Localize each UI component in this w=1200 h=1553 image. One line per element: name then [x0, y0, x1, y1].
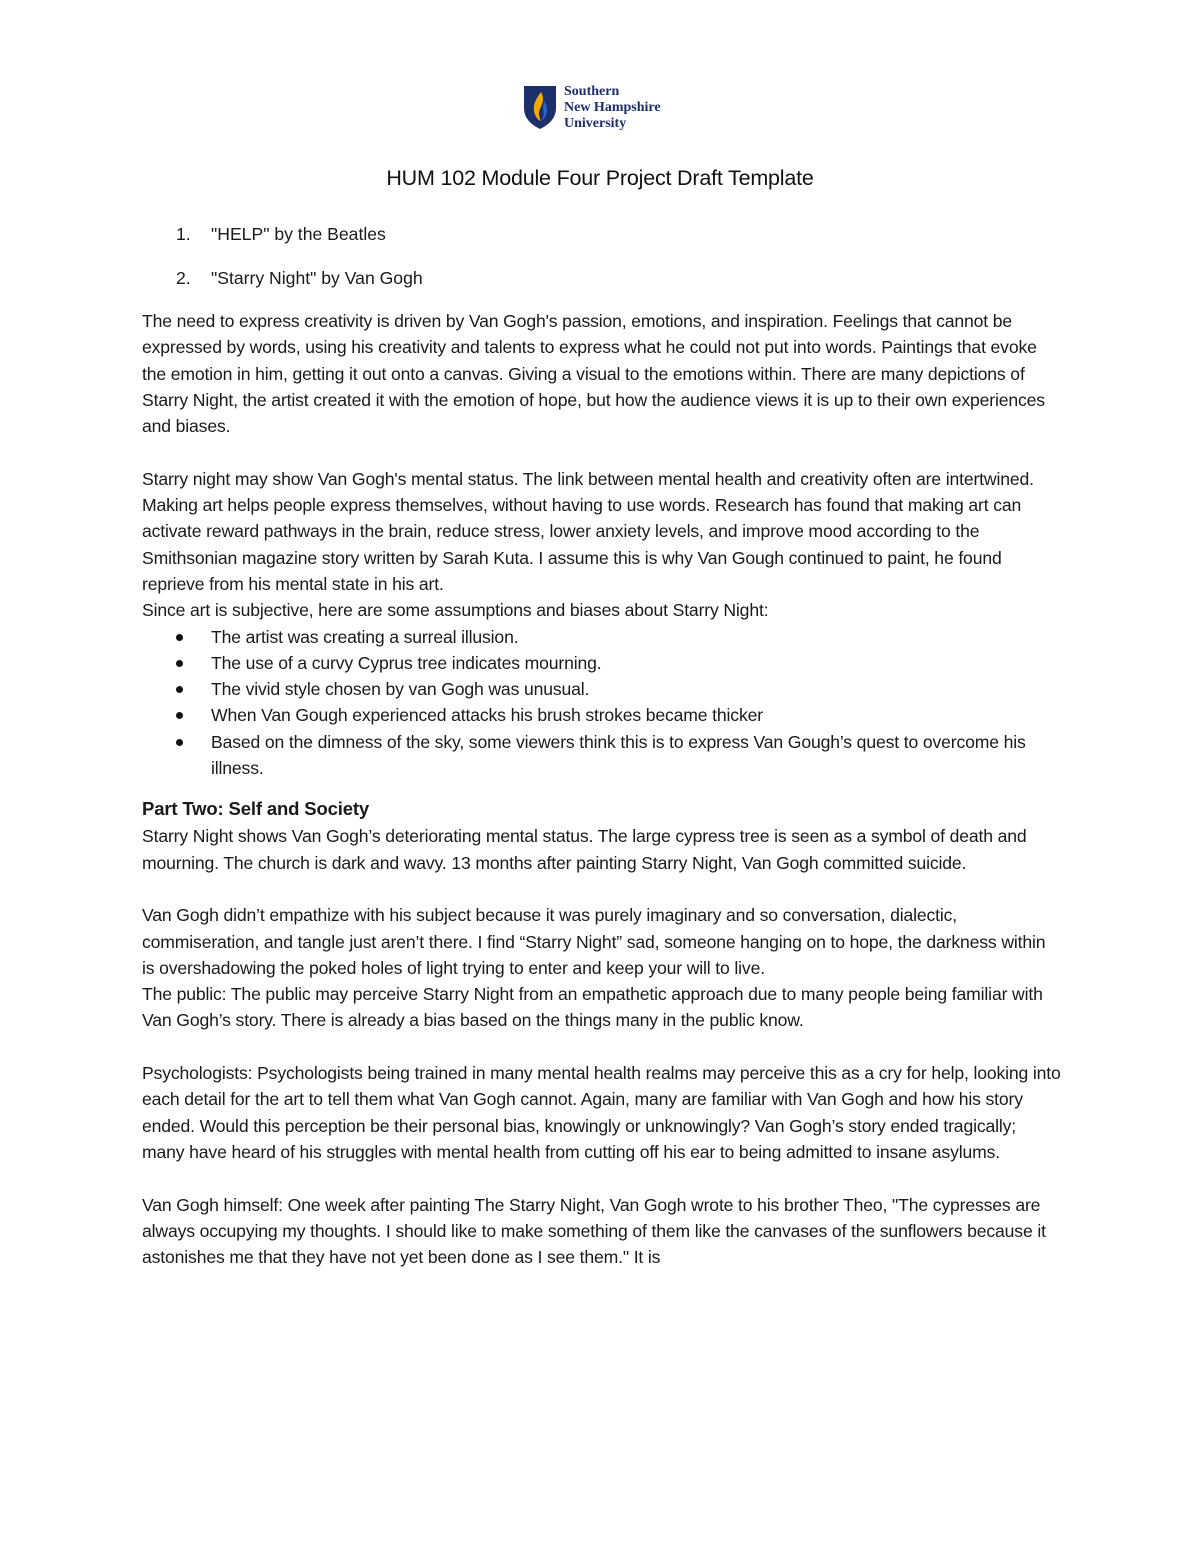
list-item-text: The use of a curvy Cyprus tree indicates mourning. — [211, 652, 602, 673]
assumptions-list — [142, 624, 1062, 782]
list-item-text: The vivid style chosen by van Gogh was unusual. — [211, 679, 590, 700]
bullet-icon — [176, 660, 183, 667]
shield-flame-icon — [522, 84, 558, 130]
list-item — [176, 221, 423, 265]
logo-line-2: New Hampshire — [564, 100, 661, 115]
document-title: HUM 102 Module Four Project Draft Template — [386, 166, 814, 190]
list-item-text: When Van Gough experienced attacks his brush strokes became thicker — [211, 705, 763, 726]
paragraph-van-gogh-himself: Van Gogh himself: One week after painting The Starry Night, Van Gogh wrote to his brother Theo, "The cypresses are always occupying my thoughts. I should like to make something of them like the canvases of the sunflowers because it astonishes me that they have not yet been done as I see them." It is — [142, 1194, 1046, 1268]
bullet-icon — [176, 739, 183, 746]
list-number: 1. — [176, 224, 191, 244]
paragraph-psychologists: Psychologists: Psychologists being trained in many mental health realms may perceive this as a cry for help, looking into each detail for the art to tell them what Van Gogh cannot. Again, many are familiar with Van Gogh and how his story ended. Would this perception be their personal bias, knowingly or unknowingly? Van Gogh’s story ended tragically; many have heard of his struggles with mental health from cutting off his ear to being admitted to insane asylums. — [142, 1063, 1061, 1162]
list-number: 2. — [176, 268, 191, 288]
section-heading: Part Two: Self and Society — [142, 798, 370, 820]
list-item — [176, 265, 423, 309]
bullet-icon — [176, 634, 183, 641]
logo-line-3: University — [564, 116, 627, 131]
paragraph-empathize: Van Gogh didn’t empathize with his subject because it was purely imaginary and so conversation, dialectic, commiseration, and tangle just aren’t there. I find “Starry Night” sad, someone hanging on to hope, the darkness within is overshadowing the poked holes of light trying to enter and keep your will to live. — [142, 905, 1046, 978]
paragraph-mental-status: Starry night may show Van Gogh's mental status. The link between mental health and creativity often are intertwined. Making art helps people express themselves, without having to use words. Research has found that making art can activate reward pathways in the brain, reduce stress, lower anxiety levels, and improve mood according to the Smithsonian magazine story written by Sarah Kuta. I assume this is why Van Gough continued to paint, he found reprieve from his mental state in his art. — [142, 468, 1034, 594]
list-item — [142, 729, 1062, 782]
list-item-text: The artist was creating a surreal illusion. — [211, 626, 519, 647]
document-body — [142, 308, 1062, 1270]
paragraph-deteriorating: Starry Night shows Van Gogh’s deteriorating mental status. The large cypress tree is seen as a symbol of death and mourning. The church is dark and wavy. 13 months after painting Starry Night, Van Gogh committed suicide. — [142, 826, 1027, 873]
paragraph-assumptions-intro: Since art is subjective, here are some assumptions and biases about Starry Night: — [142, 600, 769, 621]
numbered-list — [176, 221, 423, 309]
paragraph-public: The public: The public may perceive Starry Night from an empathetic approach due to many people being familiar with Van Gogh’s story. There is already a bias based on the things many in the public know. — [142, 984, 1043, 1031]
university-logo — [522, 84, 661, 132]
bullet-icon — [176, 686, 183, 693]
list-item — [142, 650, 1062, 676]
list-item — [142, 702, 1062, 728]
logo-line-1: Southern — [564, 84, 620, 99]
bullet-icon — [176, 712, 183, 719]
list-item-text: Based on the dimness of the sky, some viewers think this is to express Van Gough’s quest to overcome his illness. — [211, 731, 1026, 779]
paragraph-creativity: The need to express creativity is driven by Van Gogh's passion, emotions, and inspiration. Feelings that cannot be expressed by words, using his creativity and talents to express what he could not put into words. Paintings that evoke the emotion in him, getting it out onto a canvas. Giving a visual to the emotions within. There are many depictions of Starry Night, the artist created it with the emotion of hope, but how the audience views it is up to their own experiences and biases. — [142, 311, 1045, 437]
list-item — [142, 624, 1062, 650]
list-item-text: "HELP" by the Beatles — [211, 224, 386, 244]
list-item-text: "Starry Night" by Van Gogh — [211, 268, 423, 288]
list-item — [142, 676, 1062, 702]
